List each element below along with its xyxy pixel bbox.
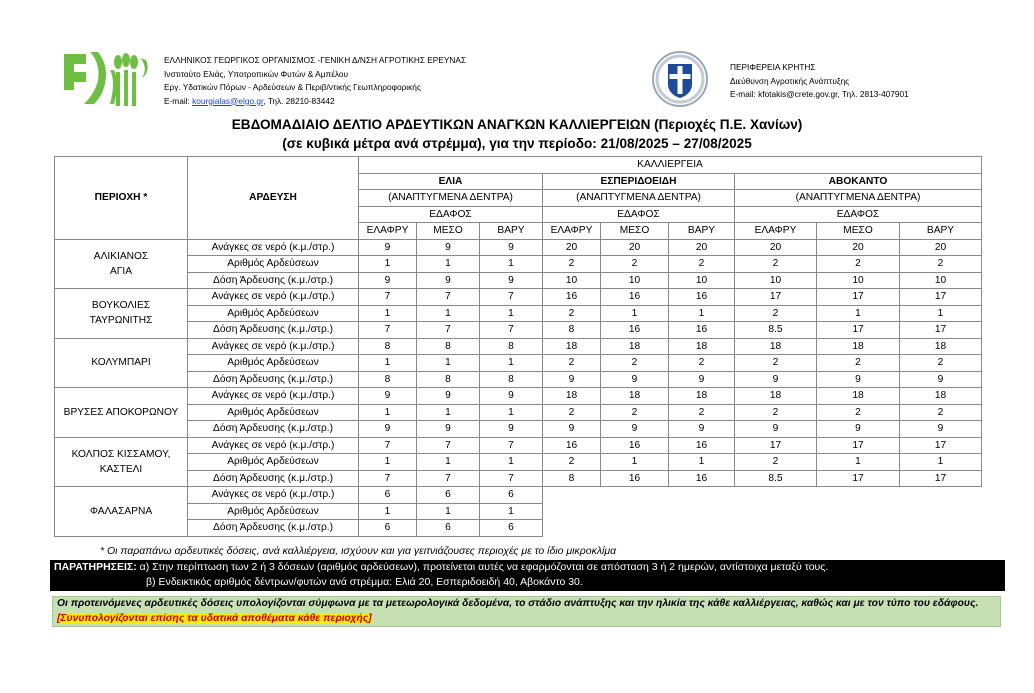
value-cell: 2 xyxy=(669,355,735,372)
value-cell: 10 xyxy=(601,272,669,289)
row-label: Δόση Άρδευσης (κ.μ./στρ.) xyxy=(188,322,359,339)
value-cell: 16 xyxy=(669,437,735,454)
left-header-line: Εργ. Υδατικών Πόρων - Αρδεύσεων & Περιβ/ντικής Γεωπληροφορικής xyxy=(164,82,421,92)
value-cell: 2 xyxy=(900,256,982,273)
value-cell: 16 xyxy=(543,437,601,454)
table-row xyxy=(55,503,982,520)
value-cell: 18 xyxy=(735,338,817,355)
empty-cell xyxy=(817,487,900,504)
methodology-text: Οι προτεινόμενες αρδευτικές δόσεις υπολογίζονται σύμφωνα με τα μετεωρολογικά δεδομένα, το στάδιο ανάπτυξης και την ηλικία της κάθε καλλιέργειας, καθώς και με τον τύπο του εδάφους. xyxy=(57,598,979,609)
soil-type: ΒΑΡΥ xyxy=(480,223,543,240)
soil-type: ΕΛΑΦΡΥ xyxy=(543,223,601,240)
value-cell: 9 xyxy=(543,421,601,438)
crop-name: ΕΛΙΑ xyxy=(359,173,543,190)
table-row xyxy=(55,388,982,405)
table-row xyxy=(55,371,982,388)
value-cell: 7 xyxy=(480,322,543,339)
value-cell: 1 xyxy=(480,305,543,322)
region-name: ΚΟΛΠΟΣ ΚΙΣΣΑΜΟΥ, ΚΑΣΤΕΛΙ xyxy=(55,437,188,487)
value-cell: 8 xyxy=(480,338,543,355)
value-cell: 9 xyxy=(669,421,735,438)
value-cell: 7 xyxy=(417,437,480,454)
table-row xyxy=(55,256,982,273)
irrigation-table xyxy=(54,156,982,537)
value-cell: 8 xyxy=(359,338,417,355)
soil-type: ΜΕΣΟ xyxy=(817,223,900,240)
crop-name: ΑΒΟΚΑΝΤΟ xyxy=(735,173,982,190)
crop-subtitle: (ΑΝΑΠΤΥΓΜΕΝΑ ΔΕΝΤΡΑ) xyxy=(359,190,543,207)
value-cell: 16 xyxy=(601,322,669,339)
value-cell: 9 xyxy=(817,421,900,438)
value-cell: 18 xyxy=(817,388,900,405)
value-cell: 16 xyxy=(601,437,669,454)
table-row xyxy=(55,239,982,256)
value-cell: 8 xyxy=(543,322,601,339)
value-cell: 6 xyxy=(359,487,417,504)
empty-cell xyxy=(601,503,669,520)
soil-type: ΜΕΣΟ xyxy=(417,223,480,240)
value-cell: 9 xyxy=(601,371,669,388)
value-cell: 2 xyxy=(817,355,900,372)
value-cell: 1 xyxy=(359,355,417,372)
value-cell: 9 xyxy=(900,371,982,388)
footnote: * Οι παραπάνω αρδευτικές δόσεις, ανά καλλιέργεια, ισχύουν και για γειτνιάζουσες περιοχές με το ίδιο μικροκλίμα xyxy=(100,545,617,557)
value-cell: 7 xyxy=(480,289,543,306)
value-cell: 2 xyxy=(543,256,601,273)
value-cell: 9 xyxy=(669,371,735,388)
soil-type: ΜΕΣΟ xyxy=(601,223,669,240)
row-label: Δόση Άρδευσης (κ.μ./στρ.) xyxy=(188,520,359,537)
remark-a: α) Στην περίπτωση των 2 ή 3 δόσεων (αριθμός αρδεύσεων), προτείνεται αυτές να εφαρμόζονται σε απόσταση 3 ή 2 ημερών, αντίστοιχα μεταξύ τους. xyxy=(136,561,829,573)
elgo-logo-icon xyxy=(60,50,152,108)
value-cell: 20 xyxy=(900,239,982,256)
methodology-note xyxy=(52,596,1001,627)
right-header-line: ΠΕΡΙΦΕΡΕΙΑ ΚΡΗΤΗΣ xyxy=(730,62,816,72)
value-cell: 17 xyxy=(900,437,982,454)
value-cell: 1 xyxy=(480,404,543,421)
value-cell: 17 xyxy=(735,437,817,454)
value-cell: 2 xyxy=(735,305,817,322)
row-label: Ανάγκες σε νερό (κ.μ./στρ.) xyxy=(188,437,359,454)
table-row xyxy=(55,520,982,537)
right-header-line: E-mail: kfotakis@crete.gov.gr, Τηλ. 2813-407901 xyxy=(730,89,909,99)
empty-cell xyxy=(900,520,982,537)
value-cell: 1 xyxy=(900,305,982,322)
soil-header: ΕΔΑΦΟΣ xyxy=(543,206,735,223)
soil-type: ΒΑΡΥ xyxy=(669,223,735,240)
value-cell: 20 xyxy=(669,239,735,256)
value-cell: 2 xyxy=(900,404,982,421)
empty-cell xyxy=(543,487,601,504)
value-cell: 2 xyxy=(543,404,601,421)
value-cell: 2 xyxy=(735,355,817,372)
right-header-line: Διεύθυνση Αγροτικής Ανάπτυξης xyxy=(730,75,850,86)
table-row xyxy=(55,421,982,438)
row-label: Αριθμός Αρδεύσεων xyxy=(188,305,359,322)
left-header-info xyxy=(164,54,466,108)
region-name: ΒΡΥΣΕΣ ΑΠΟΚΟΡΩΝΟΥ xyxy=(55,388,188,438)
value-cell: 9 xyxy=(900,421,982,438)
value-cell: 1 xyxy=(480,454,543,471)
value-cell: 6 xyxy=(417,520,480,537)
crop-name: ΕΣΠΕΡΙΔΟΕΙΔΗ xyxy=(543,173,735,190)
value-cell: 16 xyxy=(601,470,669,487)
value-cell: 1 xyxy=(417,404,480,421)
value-cell: 2 xyxy=(669,404,735,421)
empty-cell xyxy=(543,503,601,520)
value-cell: 2 xyxy=(601,355,669,372)
value-cell: 8 xyxy=(480,371,543,388)
value-cell: 9 xyxy=(735,371,817,388)
phone-text: , Τηλ. 28210-83442 xyxy=(263,95,335,106)
empty-cell xyxy=(735,520,817,537)
value-cell: 18 xyxy=(735,388,817,405)
value-cell: 6 xyxy=(359,520,417,537)
left-header-line: Ινστιτούτο Ελιάς, Υποτροπικών Φυτών & Αμπέλου xyxy=(164,68,349,79)
right-header-info xyxy=(730,61,909,102)
value-cell: 9 xyxy=(480,272,543,289)
empty-cell xyxy=(601,520,669,537)
value-cell: 17 xyxy=(817,322,900,339)
empty-cell xyxy=(817,520,900,537)
value-cell: 2 xyxy=(543,355,601,372)
value-cell: 9 xyxy=(735,421,817,438)
value-cell: 6 xyxy=(480,520,543,537)
value-cell: 8 xyxy=(417,371,480,388)
table-row xyxy=(55,487,982,504)
left-header-line: ΕΛΛΗΝΙΚΟΣ ΓΕΩΡΓΙΚΟΣ ΟΡΓΑΝΙΣΜΟΣ -ΓΕΝΙΚΗ Δ/ΝΣΗ ΑΓΡΟΤΙΚΗΣ ΕΡΕΥΝΑΣ xyxy=(164,55,467,65)
methodology-highlight: [Συνυπολογίζονται επίσης τα υδατικά αποθέματα κάθε περιοχής] xyxy=(57,612,372,624)
value-cell: 8.5 xyxy=(735,322,817,339)
value-cell: 9 xyxy=(359,388,417,405)
value-cell: 18 xyxy=(601,338,669,355)
row-label: Αριθμός Αρδεύσεων xyxy=(188,454,359,471)
row-label: Αριθμός Αρδεύσεων xyxy=(188,404,359,421)
value-cell: 9 xyxy=(543,371,601,388)
value-cell: 18 xyxy=(543,338,601,355)
table-row xyxy=(55,338,982,355)
value-cell: 1 xyxy=(817,305,900,322)
empty-cell xyxy=(900,487,982,504)
remarks-line-a xyxy=(54,561,828,573)
value-cell: 7 xyxy=(359,470,417,487)
table-row xyxy=(55,454,982,471)
value-cell: 2 xyxy=(669,256,735,273)
value-cell: 9 xyxy=(417,272,480,289)
irrigation-header: ΑΡΔΕΥΣΗ xyxy=(188,157,359,240)
table-row xyxy=(55,305,982,322)
value-cell: 1 xyxy=(669,454,735,471)
value-cell: 7 xyxy=(417,322,480,339)
value-cell: 1 xyxy=(359,256,417,273)
value-cell: 1 xyxy=(480,256,543,273)
row-label: Δόση Άρδευσης (κ.μ./στρ.) xyxy=(188,272,359,289)
page-title: ΕΒΔΟΜΑΔΙΑΙΟ ΔΕΛΤΙΟ ΑΡΔΕΥΤΙΚΩΝ ΑΝΑΓΚΩΝ ΚΑΛΛΙΕΡΓΕΙΩΝ (Περιοχές Π.Ε. Χανίων) xyxy=(231,117,803,132)
left-header-contact xyxy=(164,95,466,109)
value-cell: 7 xyxy=(480,470,543,487)
value-cell: 9 xyxy=(480,388,543,405)
value-cell: 9 xyxy=(417,388,480,405)
value-cell: 1 xyxy=(480,355,543,372)
value-cell: 1 xyxy=(669,305,735,322)
value-cell: 17 xyxy=(900,322,982,339)
value-cell: 18 xyxy=(669,388,735,405)
value-cell: 9 xyxy=(359,272,417,289)
table-row xyxy=(55,272,982,289)
row-label: Ανάγκες σε νερό (κ.μ./στρ.) xyxy=(188,388,359,405)
page-subtitle: (σε κυβικά μέτρα ανά στρέμμα), για την περίοδο: 21/08/2025 – 27/08/2025 xyxy=(282,136,752,151)
crop-subtitle: (ΑΝΑΠΤΥΓΜΕΝΑ ΔΕΝΤΡΑ) xyxy=(735,190,982,207)
soil-header: ΕΔΑΦΟΣ xyxy=(735,206,982,223)
value-cell: 20 xyxy=(543,239,601,256)
value-cell: 7 xyxy=(417,289,480,306)
value-cell: 1 xyxy=(417,503,480,520)
table-row xyxy=(55,437,982,454)
value-cell: 1 xyxy=(359,404,417,421)
value-cell: 2 xyxy=(735,404,817,421)
value-cell: 17 xyxy=(817,470,900,487)
value-cell: 2 xyxy=(543,454,601,471)
value-cell: 7 xyxy=(417,470,480,487)
soil-type: ΒΑΡΥ xyxy=(900,223,982,240)
value-cell: 18 xyxy=(817,338,900,355)
value-cell: 1 xyxy=(417,355,480,372)
value-cell: 17 xyxy=(900,470,982,487)
value-cell: 10 xyxy=(543,272,601,289)
value-cell: 6 xyxy=(480,487,543,504)
soil-header: ΕΔΑΦΟΣ xyxy=(359,206,543,223)
value-cell: 9 xyxy=(359,421,417,438)
value-cell: 2 xyxy=(817,404,900,421)
row-label: Αριθμός Αρδεύσεων xyxy=(188,256,359,273)
row-label: Ανάγκες σε νερό (κ.μ./στρ.) xyxy=(188,487,359,504)
empty-cell xyxy=(543,520,601,537)
table-row xyxy=(55,470,982,487)
row-label: Δόση Άρδευσης (κ.μ./στρ.) xyxy=(188,470,359,487)
value-cell: 18 xyxy=(543,388,601,405)
table-row xyxy=(55,404,982,421)
crop-subtitle: (ΑΝΑΠΤΥΓΜΕΝΑ ΔΕΝΤΡΑ) xyxy=(543,190,735,207)
value-cell: 10 xyxy=(900,272,982,289)
empty-cell xyxy=(669,520,735,537)
value-cell: 2 xyxy=(817,256,900,273)
value-cell: 20 xyxy=(817,239,900,256)
value-cell: 8.5 xyxy=(735,470,817,487)
value-cell: 16 xyxy=(669,470,735,487)
value-cell: 16 xyxy=(601,289,669,306)
value-cell: 8 xyxy=(543,470,601,487)
row-label: Ανάγκες σε νερό (κ.μ./στρ.) xyxy=(188,338,359,355)
value-cell: 7 xyxy=(359,289,417,306)
value-cell: 7 xyxy=(359,322,417,339)
value-cell: 18 xyxy=(601,388,669,405)
value-cell: 9 xyxy=(601,421,669,438)
row-label: Ανάγκες σε νερό (κ.μ./στρ.) xyxy=(188,239,359,256)
value-cell: 1 xyxy=(900,454,982,471)
row-label: Δόση Άρδευσης (κ.μ./στρ.) xyxy=(188,421,359,438)
value-cell: 7 xyxy=(359,437,417,454)
value-cell: 16 xyxy=(669,322,735,339)
value-cell: 9 xyxy=(480,421,543,438)
value-cell: 18 xyxy=(900,388,982,405)
value-cell: 17 xyxy=(900,289,982,306)
value-cell: 20 xyxy=(735,239,817,256)
value-cell: 9 xyxy=(480,239,543,256)
empty-cell xyxy=(601,487,669,504)
value-cell: 8 xyxy=(359,371,417,388)
value-cell: 2 xyxy=(543,305,601,322)
row-label: Αριθμός Αρδεύσεων xyxy=(188,503,359,520)
value-cell: 1 xyxy=(480,503,543,520)
value-cell: 8 xyxy=(417,338,480,355)
value-cell: 1 xyxy=(601,305,669,322)
value-cell: 2 xyxy=(601,404,669,421)
value-cell: 17 xyxy=(817,437,900,454)
row-label: Δόση Άρδευσης (κ.μ./στρ.) xyxy=(188,371,359,388)
value-cell: 7 xyxy=(480,437,543,454)
region-name: ΦΑΛΑΣΑΡΝΑ xyxy=(55,487,188,537)
value-cell: 16 xyxy=(669,289,735,306)
empty-cell xyxy=(669,503,735,520)
value-cell: 2 xyxy=(900,355,982,372)
value-cell: 1 xyxy=(359,454,417,471)
remarks-box xyxy=(50,560,1005,591)
empty-cell xyxy=(735,503,817,520)
region-name: ΚΟΛΥΜΠΑΡΙ xyxy=(55,338,188,388)
row-label: Αριθμός Αρδεύσεων xyxy=(188,355,359,372)
value-cell: 1 xyxy=(417,256,480,273)
value-cell: 18 xyxy=(669,338,735,355)
value-cell: 1 xyxy=(359,305,417,322)
empty-cell xyxy=(817,503,900,520)
table-row xyxy=(55,355,982,372)
value-cell: 1 xyxy=(817,454,900,471)
region-name: ΑΛΙΚΙΑΝΟΣ ΑΓΙΑ xyxy=(55,239,188,289)
value-cell: 9 xyxy=(817,371,900,388)
value-cell: 9 xyxy=(417,421,480,438)
value-cell: 10 xyxy=(817,272,900,289)
value-cell: 2 xyxy=(735,454,817,471)
value-cell: 17 xyxy=(817,289,900,306)
soil-type: ΕΛΑΦΡΥ xyxy=(735,223,817,240)
crops-header: ΚΑΛΛΙΕΡΓΕΙΑ xyxy=(359,157,982,174)
empty-cell xyxy=(735,487,817,504)
value-cell: 1 xyxy=(417,305,480,322)
value-cell: 1 xyxy=(601,454,669,471)
greek-emblem-icon xyxy=(640,50,720,108)
value-cell: 16 xyxy=(543,289,601,306)
soil-type: ΕΛΑΦΡΥ xyxy=(359,223,417,240)
value-cell: 1 xyxy=(359,503,417,520)
remarks-label: ΠΑΡΑΤΗΡΗΣΕΙΣ: xyxy=(54,561,137,573)
value-cell: 2 xyxy=(735,256,817,273)
table-row xyxy=(55,322,982,339)
remark-b: β) Ενδεικτικός αριθμός δέντρων/φυτών ανά στρέμμα: Ελιά 20, Εσπεριδοειδή 40, Αβοκάντο 30. xyxy=(146,576,583,588)
value-cell: 17 xyxy=(735,289,817,306)
empty-cell xyxy=(669,487,735,504)
region-rows xyxy=(55,239,982,536)
email-link[interactable]: kourgialas@elgo.gr xyxy=(192,95,264,106)
empty-cell xyxy=(900,503,982,520)
value-cell: 10 xyxy=(669,272,735,289)
value-cell: 10 xyxy=(735,272,817,289)
value-cell: 9 xyxy=(417,239,480,256)
value-cell: 1 xyxy=(417,454,480,471)
region-name: ΒΟΥΚΟΛΙΕΣ ΤΑΥΡΩΝΙΤΗΣ xyxy=(55,289,188,339)
email-prefix: E-mail: xyxy=(164,95,193,106)
value-cell: 6 xyxy=(417,487,480,504)
region-header: ΠΕΡΙΟΧΗ * xyxy=(55,157,188,240)
value-cell: 18 xyxy=(900,338,982,355)
table-row xyxy=(55,289,982,306)
value-cell: 2 xyxy=(601,256,669,273)
value-cell: 9 xyxy=(359,239,417,256)
value-cell: 20 xyxy=(601,239,669,256)
row-label: Ανάγκες σε νερό (κ.μ./στρ.) xyxy=(188,289,359,306)
